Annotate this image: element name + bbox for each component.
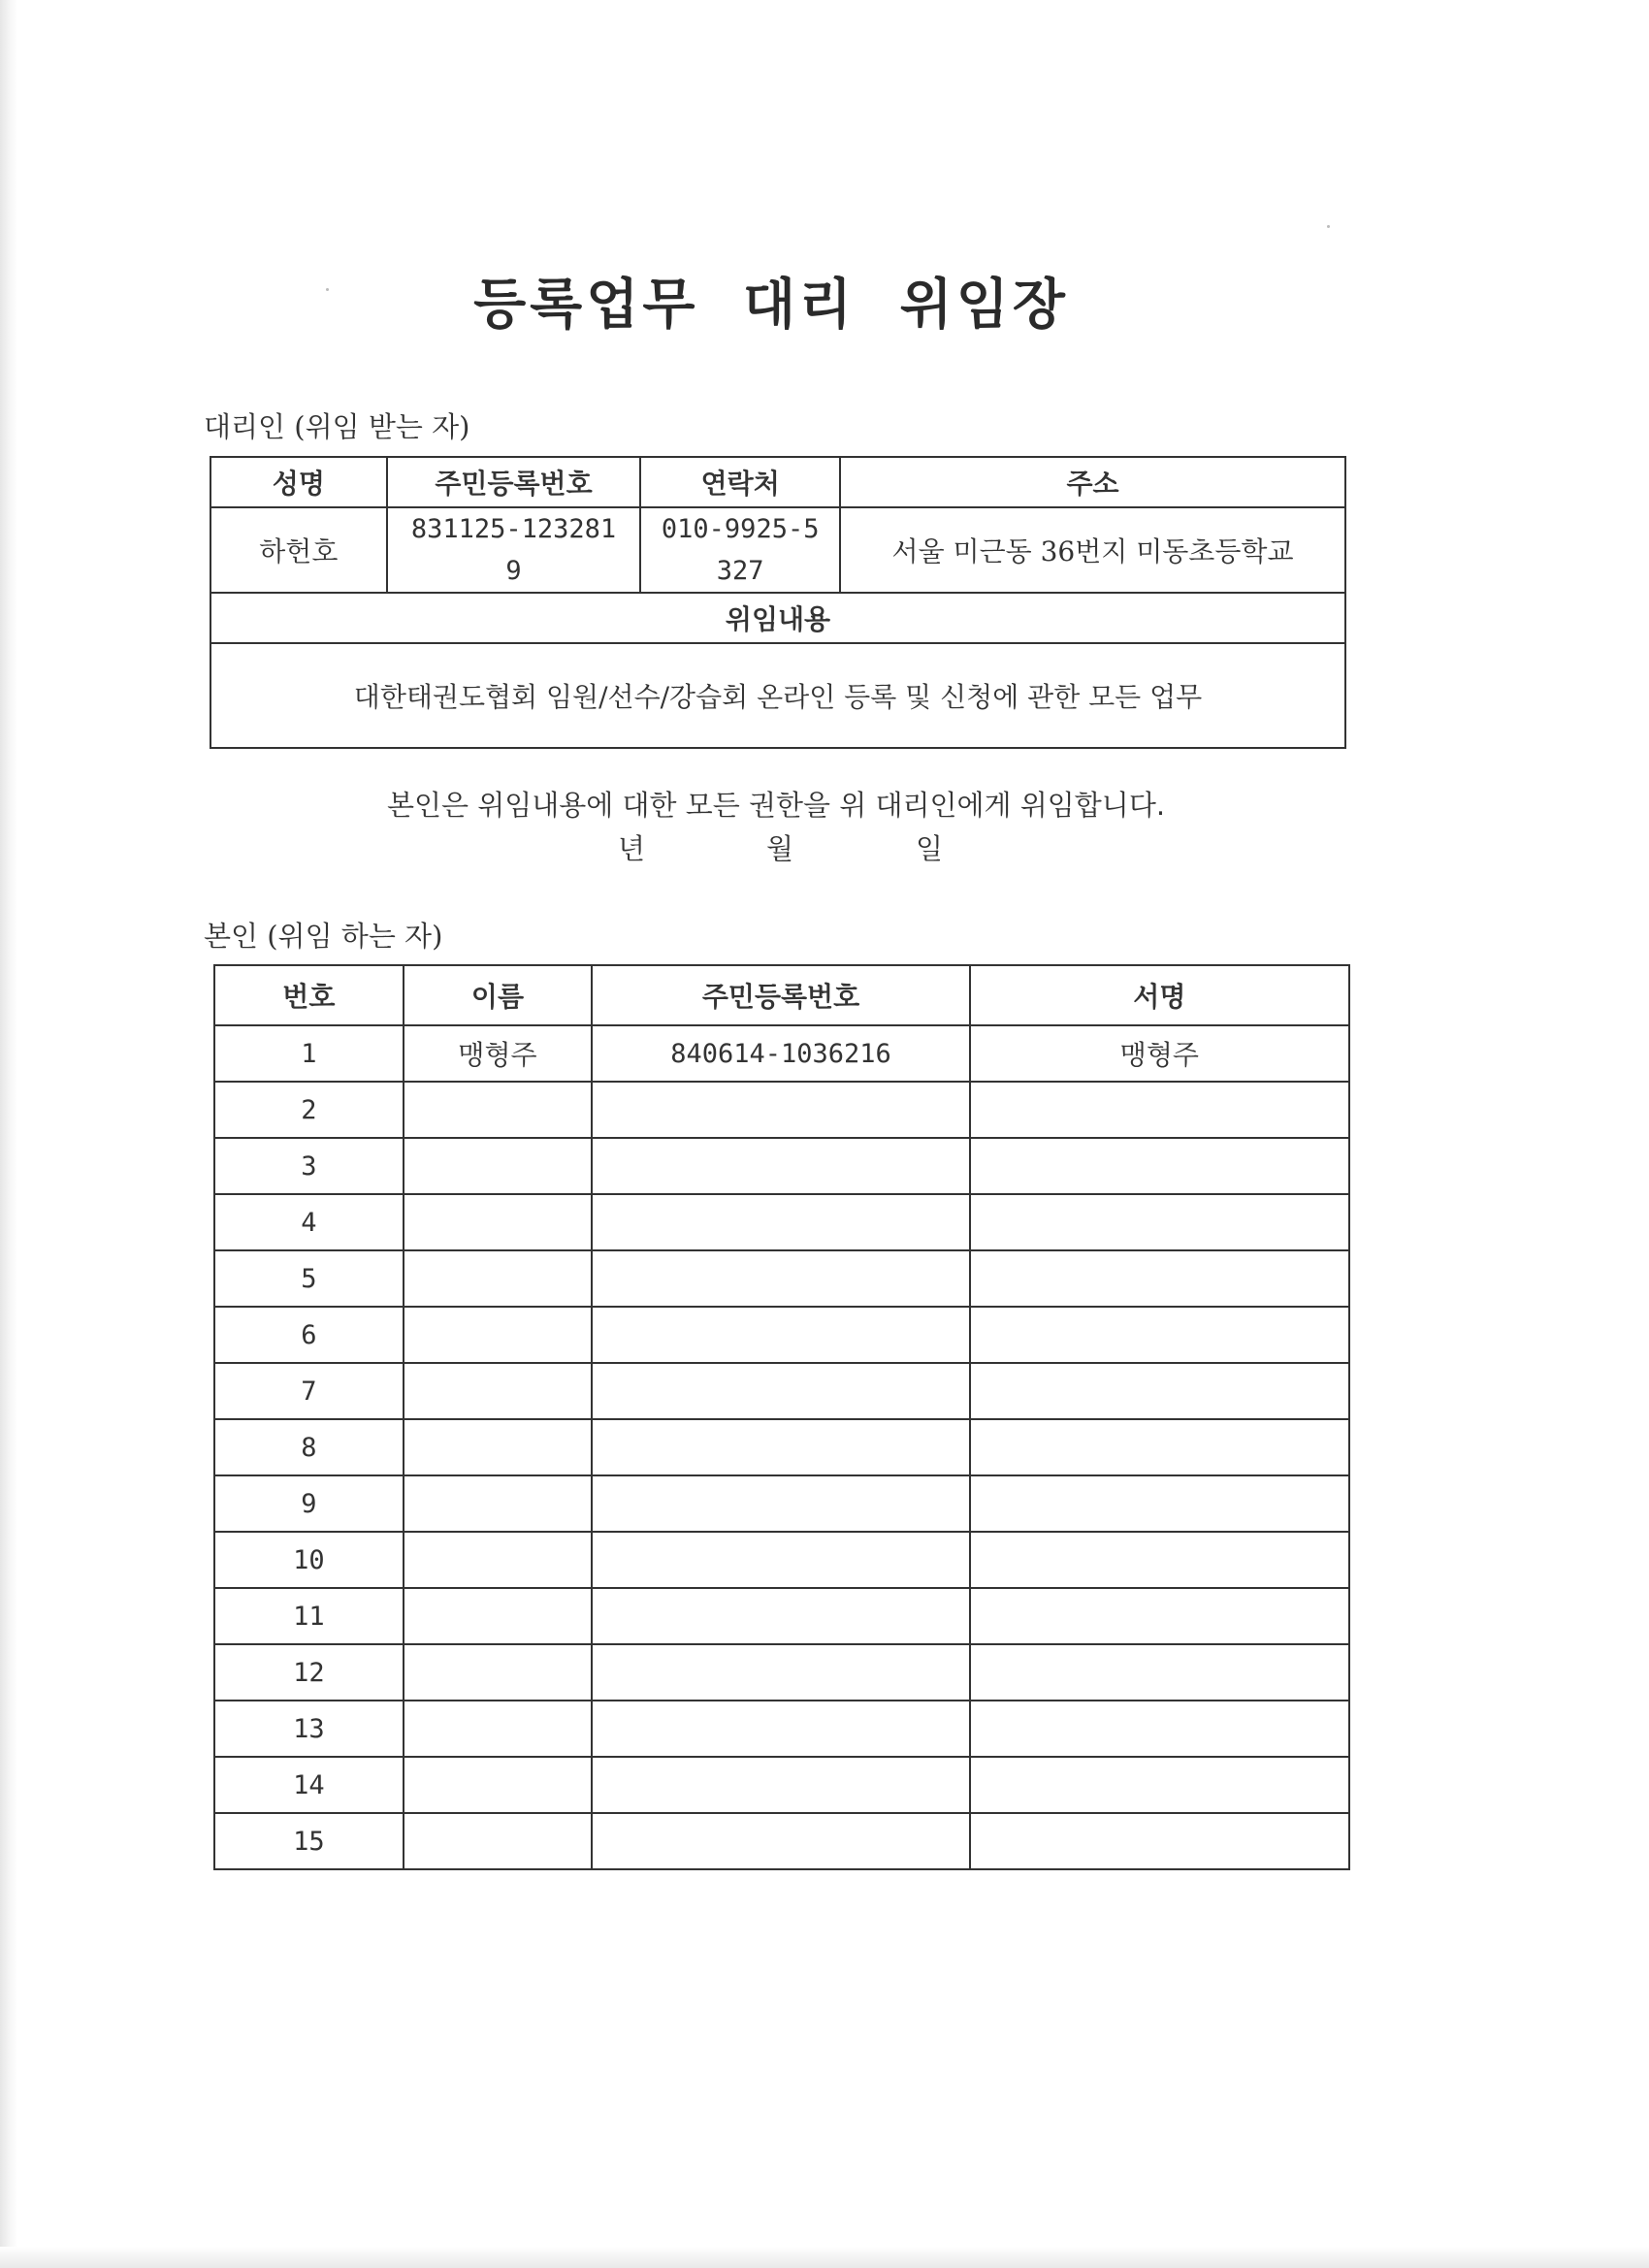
table-row [214,1532,1349,1588]
row-signature[interactable] [970,1138,1349,1194]
row-id-number [592,1194,969,1250]
row-id-number [592,1307,969,1363]
document-title: 등록업무 대리 위임장 [473,273,1069,337]
row-number: 14 [214,1757,404,1813]
table-row [214,1025,1349,1082]
row-name [404,1757,593,1813]
row-name [404,1532,593,1588]
row-number: 9 [214,1475,404,1532]
scan-edge-shadow [0,0,17,2268]
row-signature[interactable] [970,1082,1349,1138]
agent-id-line2: 9 [505,556,522,586]
row-number: 6 [214,1307,404,1363]
agent-phone-line2: 327 [716,556,764,586]
agent-header-row [210,457,1345,507]
row-signature[interactable] [970,1757,1349,1813]
table-row [214,1082,1349,1138]
row-signature[interactable] [970,1363,1349,1419]
row-number: 11 [214,1588,404,1644]
row-name [404,1250,593,1307]
delegation-statement: 본인은 위임내용에 대한 모든 권한을 위 대리인에게 위임합니다. [386,789,1166,822]
scan-dust [1327,225,1330,228]
table-row [214,1813,1349,1869]
row-id-number [592,1701,969,1757]
table-row [214,1644,1349,1701]
row-name [404,1644,593,1701]
row-signature[interactable] [970,1307,1349,1363]
row-number: 8 [214,1419,404,1475]
agent-data-row [210,507,1345,593]
header-name: 이름 [404,965,593,1025]
agent-id-line1: 831125-123281 [410,514,617,544]
row-id-number [592,1138,969,1194]
row-signature[interactable] [970,1701,1349,1757]
agent-phone-line1: 010-9925-5 [661,514,820,544]
row-signature[interactable] [970,1250,1349,1307]
row-name: 맹형주 [404,1025,593,1082]
table-row [214,1363,1349,1419]
row-id-number [592,1419,969,1475]
table-row [214,1419,1349,1475]
header-contact: 연락처 [640,457,840,507]
row-id-number [592,1813,969,1869]
table-row [214,1138,1349,1194]
header-address: 주소 [840,457,1345,507]
row-id-number [592,1588,969,1644]
row-signature[interactable] [970,1194,1349,1250]
row-number: 12 [214,1644,404,1701]
row-name [404,1475,593,1532]
date-year-label: 년 [618,832,646,865]
agent-table [210,456,1346,749]
row-signature[interactable] [970,1475,1349,1532]
row-number: 7 [214,1363,404,1419]
delegation-content-row [210,643,1345,748]
row-id-number [592,1475,969,1532]
delegation-header: 위임내용 [210,593,1345,643]
agent-phone [640,507,840,593]
row-signature[interactable] [970,1644,1349,1701]
row-id-number [592,1082,969,1138]
row-name [404,1363,593,1419]
row-number: 1 [214,1025,404,1082]
row-signature[interactable] [970,1419,1349,1475]
date-day-label: 일 [916,832,944,865]
row-name [404,1138,593,1194]
principal-header-row [214,965,1349,1025]
row-signature[interactable] [970,1588,1349,1644]
row-id-number [592,1757,969,1813]
row-signature[interactable] [970,1532,1349,1588]
row-id-number: 840614-1036216 [592,1025,969,1082]
date-month-label: 월 [766,832,794,865]
row-name [404,1419,593,1475]
header-id-number: 주민등록번호 [387,457,641,507]
row-number: 3 [214,1138,404,1194]
row-name [404,1588,593,1644]
principal-table [213,964,1350,1870]
table-row [214,1757,1349,1813]
row-name [404,1082,593,1138]
table-row [214,1250,1349,1307]
table-row [214,1588,1349,1644]
table-row [214,1701,1349,1757]
row-name [404,1701,593,1757]
row-number: 2 [214,1082,404,1138]
header-signature: 서명 [970,965,1349,1025]
row-signature[interactable]: 맹형주 [970,1025,1349,1082]
row-name [404,1194,593,1250]
delegation-content: 대한태권도협회 임원/선수/강습회 온라인 등록 및 신청에 관한 모든 업무 [210,643,1345,748]
row-number: 13 [214,1701,404,1757]
row-name [404,1813,593,1869]
row-id-number [592,1644,969,1701]
row-name [404,1307,593,1363]
delegation-header-row [210,593,1345,643]
row-signature[interactable] [970,1813,1349,1869]
row-number: 10 [214,1532,404,1588]
row-id-number [592,1250,969,1307]
agent-id-number [387,507,641,593]
agent-section-label: 대리인 (위임 받는 자) [204,410,470,443]
scan-bottom-shadow [0,2247,1649,2268]
principal-rows [214,1025,1349,1869]
header-number: 번호 [214,965,404,1025]
row-id-number [592,1532,969,1588]
agent-address: 서울 미근동 36번지 미동초등학교 [840,507,1345,593]
row-number: 4 [214,1194,404,1250]
header-id-number: 주민등록번호 [592,965,969,1025]
table-row [214,1194,1349,1250]
agent-name: 하헌호 [210,507,387,593]
row-number: 15 [214,1813,404,1869]
principal-section-label: 본인 (위임 하는 자) [204,920,443,953]
table-row [214,1475,1349,1532]
row-number: 5 [214,1250,404,1307]
header-name: 성명 [210,457,387,507]
row-id-number [592,1363,969,1419]
table-row [214,1307,1349,1363]
